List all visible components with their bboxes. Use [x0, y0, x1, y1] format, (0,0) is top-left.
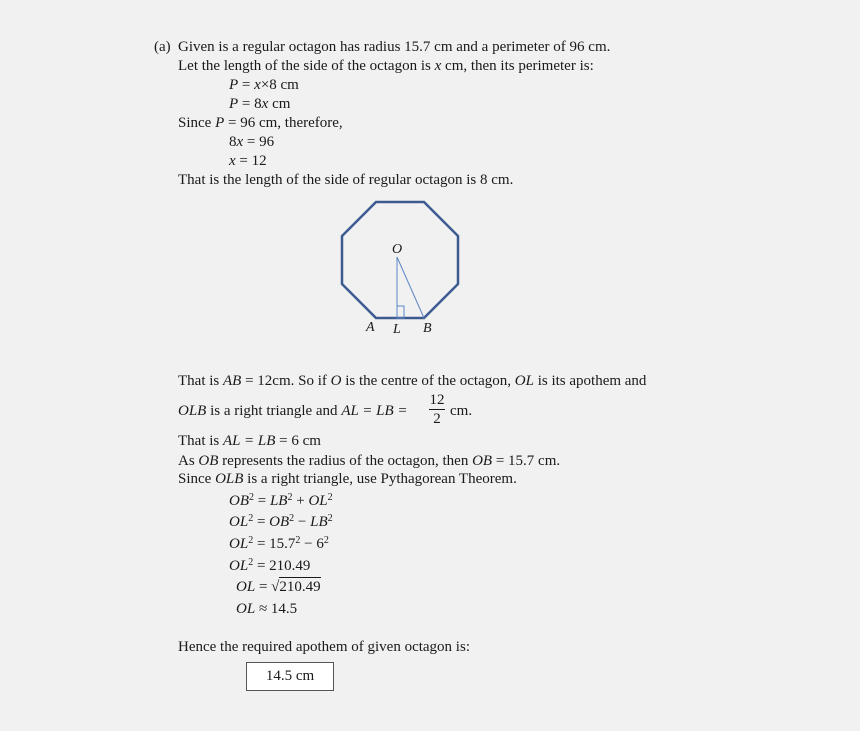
answer-box: 14.5 cm: [246, 662, 334, 691]
perimeter-eq-1: P = x×8 cm: [229, 77, 299, 93]
radicand: 210.49: [279, 579, 321, 595]
let-line: Let the length of the side of the octagon is x cm, then its perimeter is:: [178, 58, 594, 74]
octagon-shape: [342, 202, 458, 318]
pythagoras-step-6: OL ≈ 14.5: [236, 601, 298, 617]
pythagoras-step-1: $OB^2 = LB^2 + OL^2$: [229, 492, 333, 509]
pythagoras-step-3: $OL^2 = 15.7^2 - 6^2$: [229, 535, 329, 552]
part-label: (a): [154, 39, 171, 55]
fraction-denominator: 2: [433, 411, 441, 427]
right-angle-marker: [397, 306, 404, 318]
pythagoras-step-2: $OL^2 = OB^2 - LB^2$: [229, 513, 333, 530]
fraction-numerator: 12: [429, 392, 445, 408]
olb-line: OLB is a right triangle and AL = LB =: [178, 403, 408, 419]
side-conclusion: That is the length of the side of regular octagon is 8 cm.: [178, 172, 514, 188]
fraction-12-over-2: [428, 391, 446, 428]
pythagoras-step-5: OL = √210.49: [236, 579, 321, 595]
perimeter-eq-3: 8x = 96: [229, 134, 275, 150]
ab-line: That is AB = 12cm. So if O is the centre of the octagon, OL is its apothem and: [178, 373, 647, 389]
al-lb-line: That is AL = LB = 6 cm: [178, 433, 321, 449]
fraction-unit: cm.: [450, 403, 473, 419]
radius-line: [397, 257, 424, 318]
ob-radius-line: As OB represents the radius of the octagon, then OB = 15.7 cm.: [178, 453, 561, 469]
pythagoras-step-4: $OL^2 = 210.49$: [229, 557, 311, 574]
given-line: Given is a regular octagon has radius 15.7 cm and a perimeter of 96 cm.: [178, 39, 611, 55]
label-b: B: [423, 321, 432, 336]
label-l: L: [393, 322, 401, 337]
since-line: Since P = 96 cm, therefore,: [178, 115, 343, 131]
hence-line: Hence the required apothem of given octagon is:: [178, 639, 470, 655]
pythagoras-intro: Since OLB is a right triangle, use Pythagorean Theorem.: [178, 471, 517, 487]
label-a: A: [366, 320, 375, 335]
label-o: O: [392, 242, 403, 257]
perimeter-eq-4: x = 12: [229, 153, 267, 169]
perimeter-eq-2: P = 8x cm: [229, 96, 291, 112]
